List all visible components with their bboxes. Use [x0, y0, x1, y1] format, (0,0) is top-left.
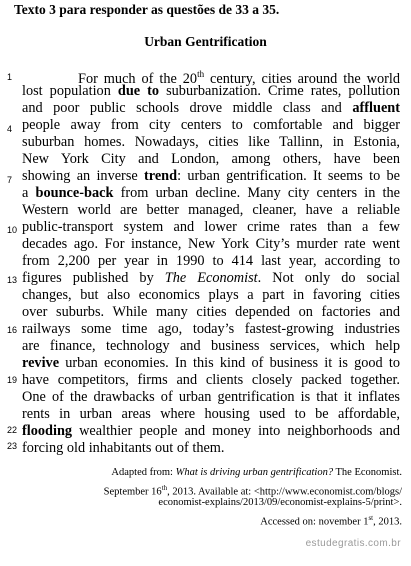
- publication-name: The Economist: [164, 270, 258, 286]
- passage-line: flooding wealthier people and money into neighborhoods and: [22, 423, 400, 439]
- passage-line: railways some time ago, today’s fastest-growing industries: [22, 321, 400, 337]
- highlighted-word: bounce-back: [35, 185, 114, 201]
- line-number: 19: [7, 375, 18, 385]
- citation-line: Accessed on: november 1st, 2013.: [260, 514, 402, 528]
- passage-line: from 2,200 per year in 1990 to 414 last year, according to: [22, 253, 400, 269]
- passage-line: changes, but also economics plays a part in favoring cities: [22, 287, 400, 303]
- line-number: 16: [7, 325, 18, 335]
- passage-line: are finance, technology and business services, which help: [22, 338, 400, 354]
- passage-line: decades ago. For instance, New York City’s murder rate went: [22, 236, 400, 252]
- passage-line: forcing old inhabitants out of them.: [22, 440, 225, 456]
- line-number: 4: [7, 124, 13, 134]
- passage-line: have competitors, firms and clients closely packed together.: [22, 372, 400, 388]
- line-number: 13: [7, 275, 18, 285]
- passage-line: public-transport system and lower crime rates than a few: [22, 219, 400, 235]
- highlighted-word: flooding: [22, 423, 73, 439]
- citation-line: September 16th, 2013. Available at: <http://www.economist.com/blogs/: [103, 484, 402, 498]
- passage-line: lost population due to suburbanization. Crime rates, pollution: [22, 83, 400, 99]
- highlighted-word: revive: [22, 355, 60, 371]
- citation-line: Adapted from: What is driving urban gentrification? The Economist.: [111, 467, 402, 478]
- passage-line: people away from city centers to comfortable and bigger: [22, 117, 400, 133]
- line-number: 23: [7, 441, 18, 451]
- line-number: 1: [7, 72, 13, 82]
- watermark: estudegratis.com.br: [305, 538, 401, 549]
- line-number: 10: [7, 225, 18, 235]
- text-title: Urban Gentrification: [144, 34, 267, 49]
- passage-line: and poor public schools drove middle class and affluent: [22, 100, 400, 116]
- line-number: 7: [7, 175, 13, 185]
- passage-line: Western world are better managed, cleaner, have a reliable: [22, 202, 400, 218]
- passage-line: showing an inverse trend: urban gentrification. It seems to be: [22, 168, 400, 184]
- passage-line: revive urban economies. In this kind of business it is good to: [22, 355, 400, 371]
- passage-line: over suburbs. While many cities depended on factories and: [22, 304, 400, 320]
- citation-line: economist-explains/2013/09/economist-explains-5/print>.: [158, 497, 402, 508]
- highlighted-word: due to: [117, 83, 160, 99]
- passage-line: a bounce-back from urban decline. Many city centers in the: [22, 185, 401, 201]
- passage-line: For much of the 20th century, cities around the world: [78, 69, 400, 87]
- passage-line: One of the drawbacks of urban gentrification is that it inflates: [22, 389, 400, 405]
- line-number: 22: [7, 425, 18, 435]
- passage-line: rents in urban areas where housing used to be affordable,: [22, 406, 400, 422]
- passage-line: suburban homes. Nowadays, cities like Tallinn, in Estonia,: [22, 134, 400, 150]
- highlighted-word: trend: [143, 168, 178, 184]
- passage-line: figures published by The Economist. Not only do social: [22, 270, 400, 286]
- question-heading: Texto 3 para responder as questões de 33 a 35.: [14, 2, 280, 17]
- passage-line: New York City and London, among others, have been: [22, 151, 400, 167]
- highlighted-word: affluent: [352, 100, 400, 116]
